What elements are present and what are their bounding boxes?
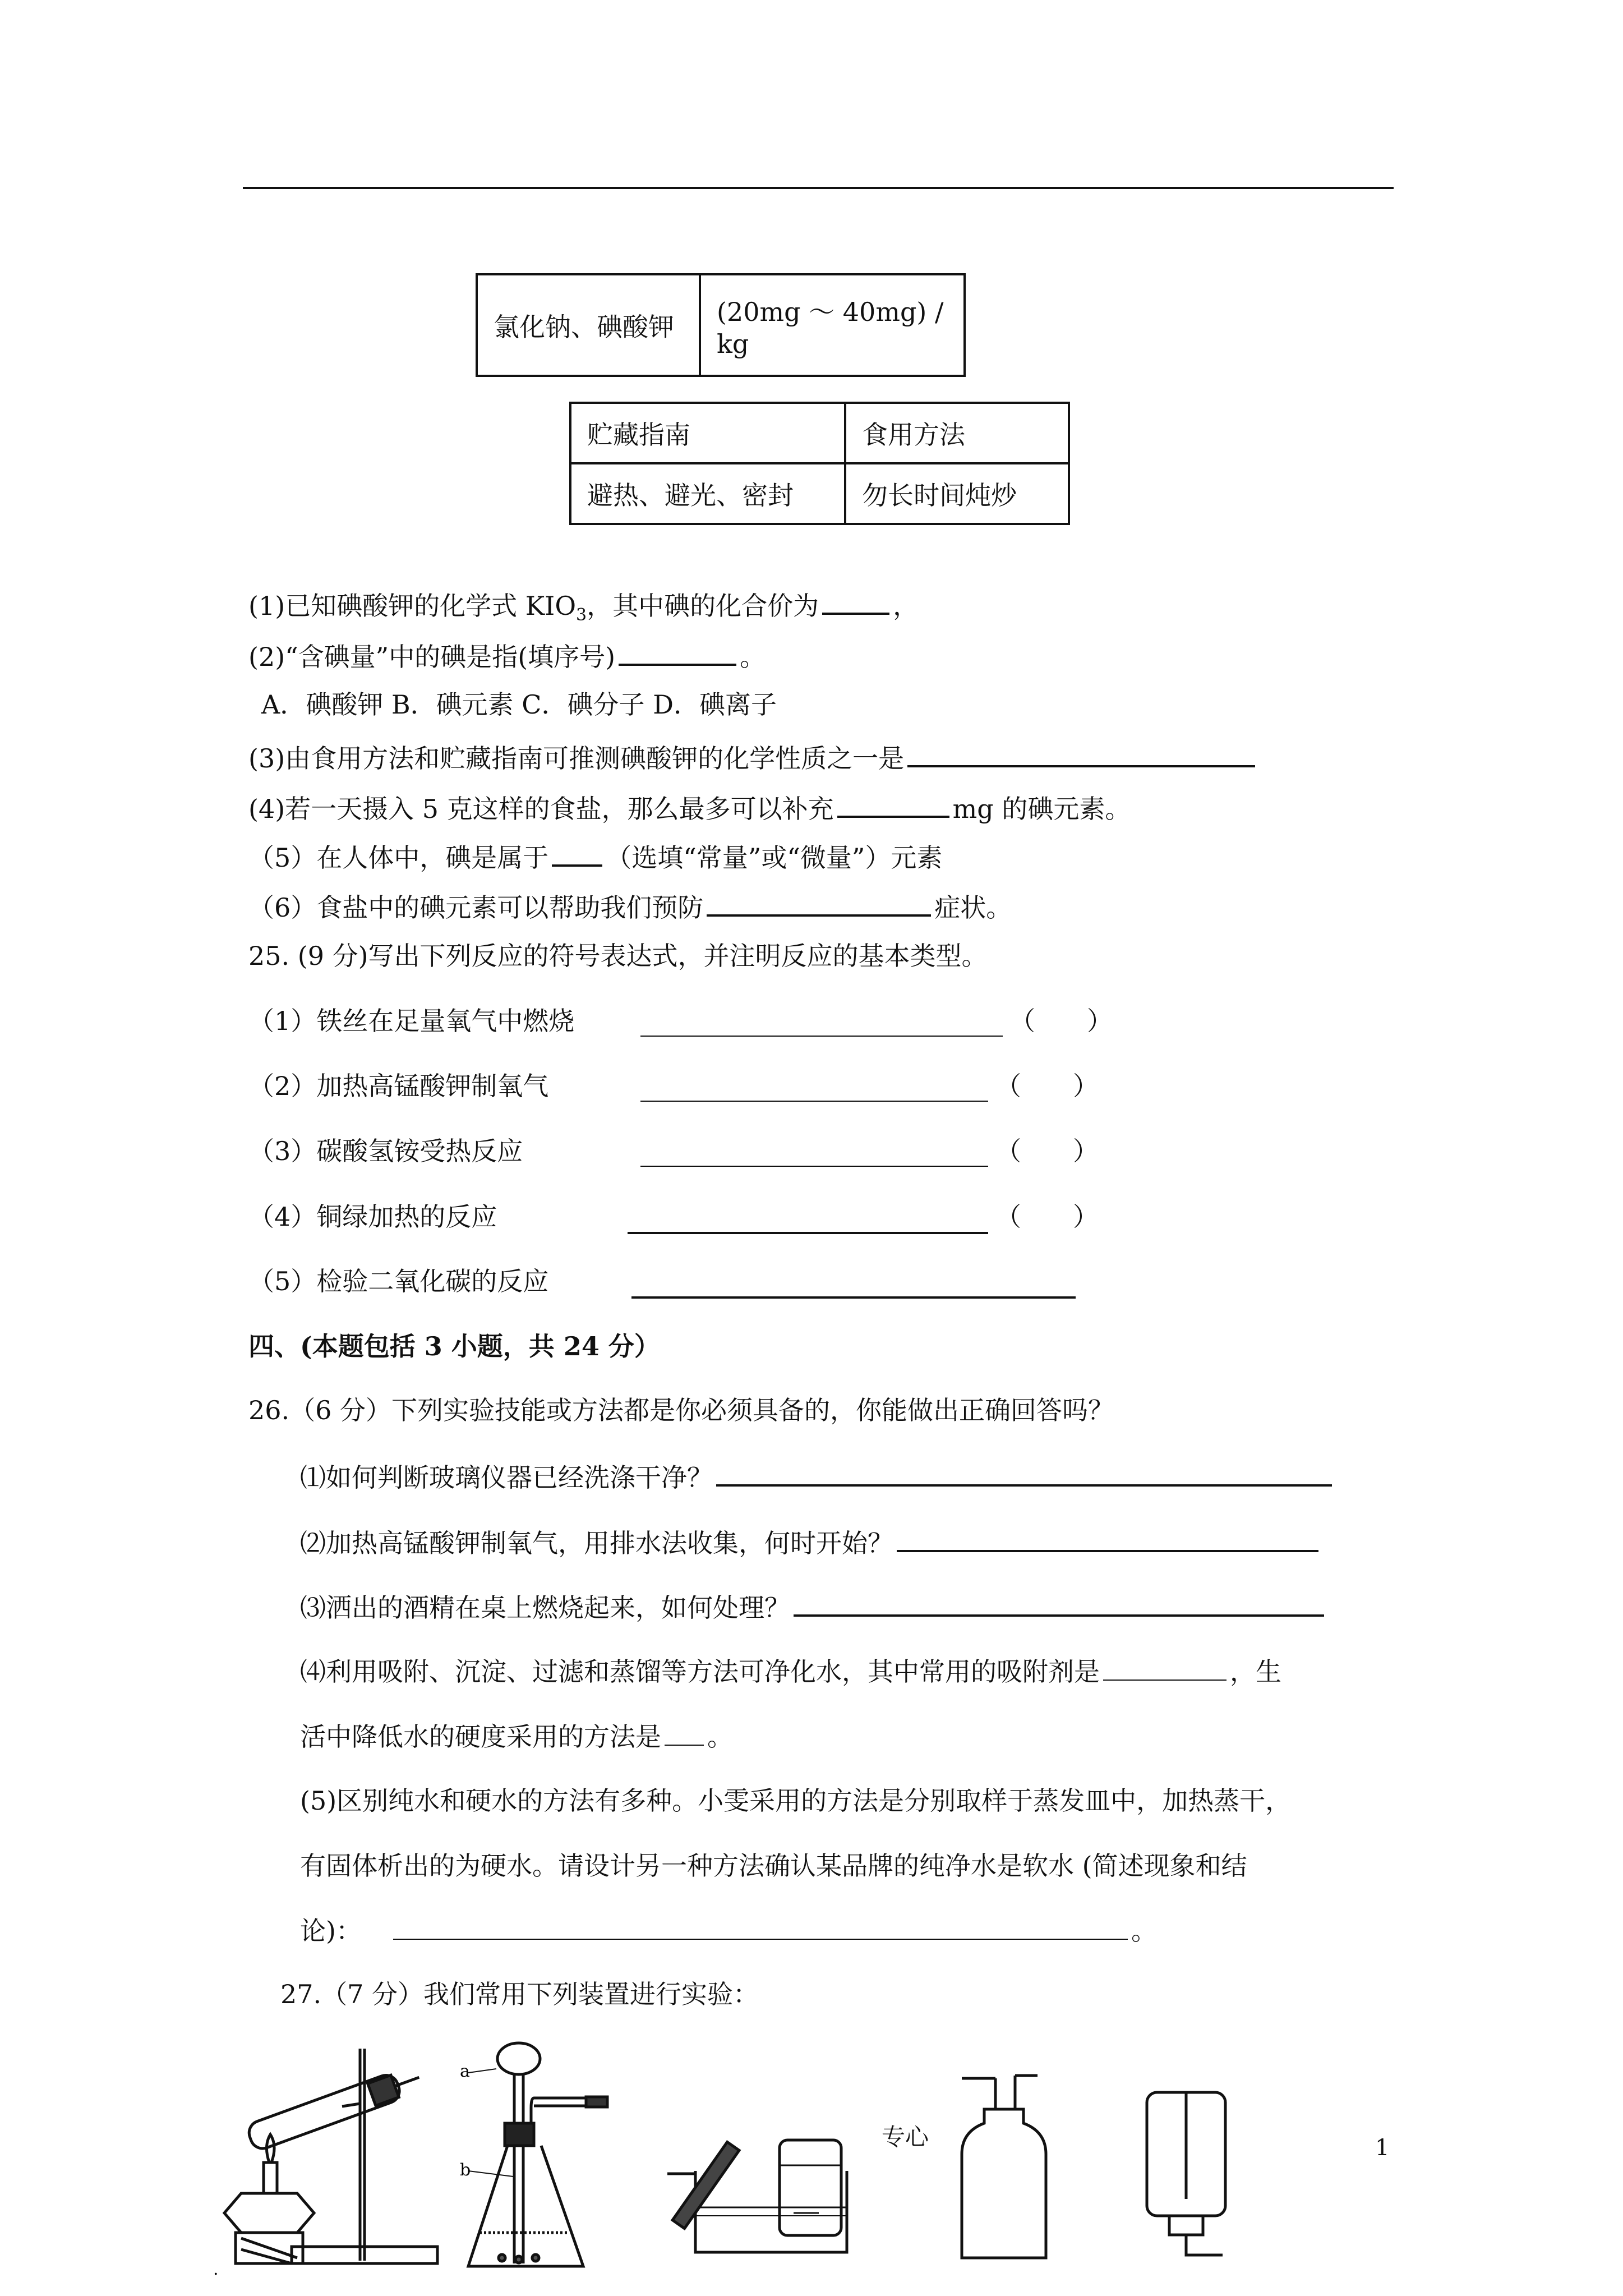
answer-blank[interactable] [552,839,602,867]
answer-blank[interactable] [628,1206,988,1234]
usage-header: 食用方法 [845,403,1069,463]
diagram-mark: . [213,2260,219,2279]
q26-part4-line1: ⑷利用吸附、沉淀、过滤和蒸馏等方法可净化水，其中常用的吸附剂是 ，生 [300,1654,1281,1688]
gas-bottle-diagram [953,2070,1060,2261]
q24-options: A．碘酸钾 B．碘元素 C．碘分子 D．碘离子 [261,689,777,720]
iodine-content-line1: (20mg ～ 40mg) / [717,296,944,327]
reaction-type-paren: （ ） [995,1071,1099,1101]
label-b: b [460,2160,471,2180]
q26-part1: ⑴如何判断玻璃仪器已经洗涤干净？ [300,1458,1335,1494]
answer-blank[interactable] [631,1271,1076,1299]
iodine-content-cell [700,274,965,376]
answer-blank[interactable] [640,1010,1003,1037]
answer-blank[interactable] [794,1589,1324,1617]
answer-blank[interactable] [907,739,1255,767]
q26-part2: ⑵加热高锰酸钾制氧气，用排水法收集，何时开始？ [300,1524,1322,1560]
q24-part2: (2)“含碘量”中的碘是指(填序号) 。 [248,638,766,674]
heating-apparatus-diagram [213,2042,449,2277]
page-number: 1 [1375,2135,1390,2161]
q25-item-3: （3）碳酸氢铵受热反应 [248,1136,523,1166]
storage-table [569,402,1070,525]
answer-blank[interactable] [640,1140,988,1167]
reaction-type-paren: （ ） [1009,1006,1113,1036]
watermark-text: 专心 [882,2123,929,2151]
reaction-type-paren: （ ） [995,1202,1099,1232]
q27-title: 27.（7 分）我们常用下列装置进行实验： [280,1979,759,2009]
label-a: a [460,2062,470,2081]
q25-title: 25. (9 分)写出下列反应的符号表达式，并注明反应的基本类型。 [248,941,988,971]
storage-header: 贮藏指南 [570,403,845,463]
answer-blank[interactable] [707,889,931,917]
q26-title: 26.（6 分）下列实验技能或方法都是你必须具备的，你能做出正确回答吗？ [248,1395,1114,1425]
answer-blank[interactable] [640,1075,988,1102]
q26-part4-line2: 活中降低水的硬度采用的方法是 。 [300,1719,733,1754]
answer-blank[interactable] [665,1719,704,1746]
q26-part3: ⑶洒出的酒精在桌上燃烧起来，如何处理？ [300,1589,1327,1625]
section-heading: 四、(本题包括 3 小题，共 24 分） [248,1331,660,1361]
q24-part1: (1)已知碘酸钾的化学式 $KIO_3$，其中碘的化合价为 ， [248,587,919,632]
q26-part5-line3: 论)： 。 [300,1913,1157,1948]
answer-blank[interactable] [716,1458,1332,1487]
q24-part6: （6）食盐中的碘元素可以帮助我们预防 症状。 [248,889,1012,924]
answer-blank[interactable] [619,638,736,666]
q24-part5: （5）在人体中，碘是属于 （选填“常量”或“微量”）元素 [248,839,942,875]
q25-item-1: （1）铁丝在足量氧气中燃烧 [248,1006,575,1036]
water-trough-diagram [667,2132,858,2261]
q25-item-4: （4）铜绿加热的反应 [248,1202,497,1232]
iodine-content-line2: kg [717,328,749,359]
inverted-bottle-diagram [1138,2087,1239,2266]
answer-blank[interactable] [822,587,889,615]
q25-item-2: （2）加热高锰酸钾制氧气 [248,1071,549,1101]
q26-part5-line1: (5)区别纯水和硬水的方法有多种。小雯采用的方法是分别取样于蒸发皿中，加热蒸干， [300,1786,1292,1816]
usage-value: 勿长时间炖炒 [845,463,1069,524]
reaction-type-paren: （ ） [995,1136,1099,1166]
storage-value: 避热、避光、密封 [570,463,845,524]
flask-apparatus-diagram [457,2042,625,2277]
answer-blank[interactable] [837,790,949,818]
header-rule [243,187,1394,189]
q25-item-5: （5）检验二氧化碳的反应 [248,1266,549,1296]
answer-blank[interactable] [897,1524,1318,1552]
answer-blank[interactable] [1103,1654,1227,1681]
q26-part5-line2: 有固体析出的为硬水。请设计另一种方法确认某品牌的纯净水是软水 (简述现象和结 [300,1851,1247,1881]
ingredient-cell: 氯化钠、碘酸钾 [477,274,700,376]
q24-part4: (4)若一天摄入 5 克这样的食盐，那么最多可以补充 mg 的碘元素。 [248,790,1131,826]
answer-blank[interactable] [393,1913,1128,1940]
q24-part3: (3)由食用方法和贮藏指南可推测碘酸钾的化学性质之一是 [248,739,1258,775]
ingredient-table [476,273,966,377]
